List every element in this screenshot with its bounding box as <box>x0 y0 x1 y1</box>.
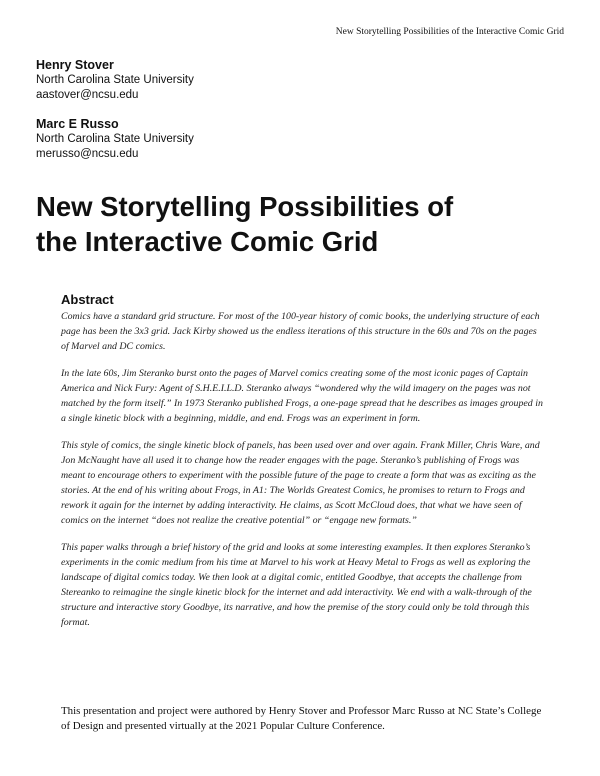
abstract-heading: Abstract <box>61 292 114 307</box>
abstract-section <box>61 292 543 642</box>
paper-title-line: the Interactive Comic Grid <box>36 226 379 257</box>
author-email: merusso@ncsu.edu <box>36 148 139 160</box>
abstract-paragraph: Comics have a standard grid structure. For most of the 100-year history of comic books, the underlying structure of each page has been the 3x3 grid. Jack Kirby showed us the endless iterations of this structure in the 60s and 70s on the pages of Marvel and DC comics. <box>61 311 540 352</box>
abstract-paragraph: This style of comics, the single kinetic block of panels, has been used over and over again. Frank Miller, Chris Ware, and Jon McNaught have all used it to change how the reader engages with the page. Steranko’s publishing of Frogs was meant to encourage others to experiment with the possible future of the page to create a form that was as exciting as the stories. At the end of his writing about Frogs, in A1: The Worlds Greatest Comics, he promises to return to Frogs and rework it again for the internet by adding interactivity. He claims, as Scott McCloud does, that what we have seen of comics on the internet “does not realize the creative potential” or “engage new formats.” <box>61 440 540 526</box>
author-name: Marc E Russo <box>36 117 119 131</box>
footnote: This presentation and project were authored by Henry Stover and Professor Marc Russo at NC State’s College of Design and presented virtually at the 2021 Popular Culture Conference. <box>61 705 542 732</box>
author-entry <box>36 57 556 103</box>
abstract-paragraph: This paper walks through a brief history of the grid and looks at some interesting examples. It then explores Steranko’s experiments in the comic medium from his time at Marvel to his work at Heavy Metal to Frogs as well as exploring the landscape of digital comics today. We then look at a digital comic, entitled Goodbye, that accepts the challenge from Stereanko to reimagine the single kinetic block for the internet and add interactivity. We end with a walk-through of the structure and interactive story Goodbye, its narrative, and how the premise of the story could only be told through this format. <box>61 542 532 628</box>
author-name: Henry Stover <box>36 58 114 72</box>
paper-title-line: New Storytelling Possibilities of <box>36 191 454 222</box>
author-block <box>36 57 556 175</box>
author-email: aastover@ncsu.edu <box>36 89 139 101</box>
paper-title <box>36 189 556 259</box>
abstract-paragraph: In the late 60s, Jim Steranko burst onto the pages of Marvel comics creating some of the most iconic pages of Captain America and Nick Fury: Agent of S.H.E.I.L.D. Steranko always “wondered why the wild imagery on the pages was not matched by the form itself.” In 1973 Steranko published Frogs, a one-page spread that he describes as images grouped in a single kinetic block with a beginning, middle, and end. Frogs was an experiment in form. <box>61 368 543 424</box>
running-head: New Storytelling Possibilities of the Interactive Comic Grid <box>335 27 564 37</box>
author-affiliation: North Carolina State University <box>36 74 194 86</box>
author-entry <box>36 116 556 162</box>
author-affiliation: North Carolina State University <box>36 133 194 145</box>
